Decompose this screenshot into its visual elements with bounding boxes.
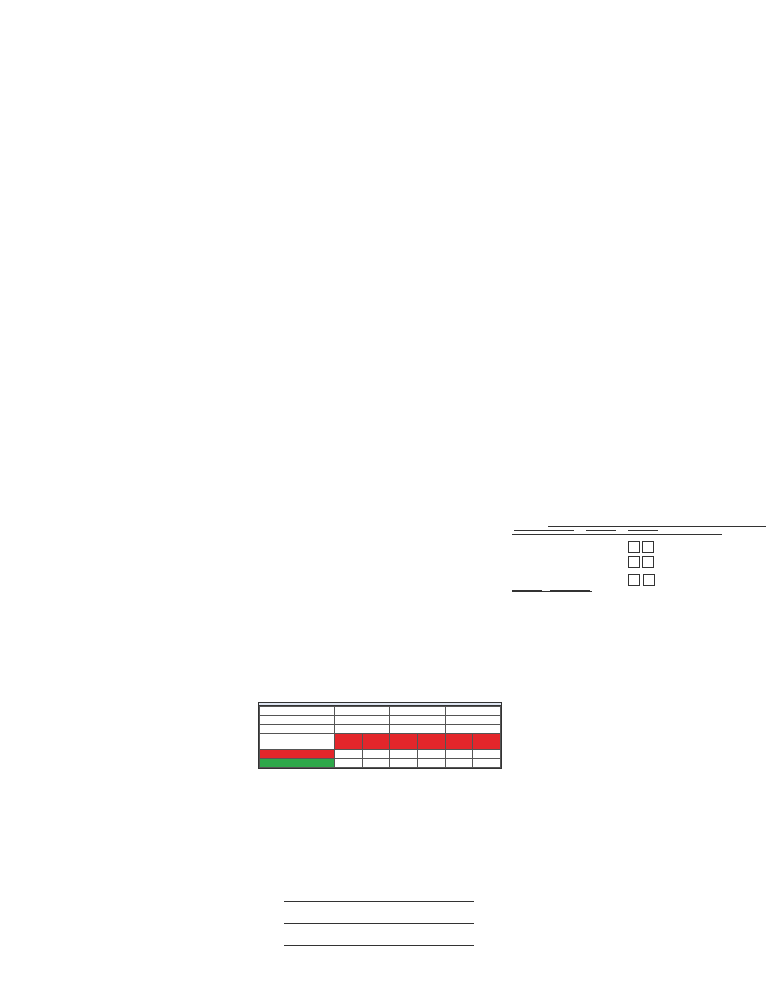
col-mosy: [390, 707, 445, 716]
col-bosy: [335, 707, 390, 716]
standard-scores-label: [260, 759, 335, 768]
domains-header: [260, 734, 335, 750]
sum-scaled-label: [260, 750, 335, 759]
col-eosy: [445, 707, 500, 716]
interpretation-section: [258, 868, 502, 964]
left-checkbox[interactable]: [642, 541, 654, 553]
pupil-age-label: [260, 725, 335, 734]
yes-checkbox[interactable]: [628, 574, 640, 586]
not-yet-checkbox[interactable]: [642, 556, 654, 568]
child-record-form: [508, 520, 766, 602]
ecd-summary-table: [259, 706, 501, 768]
date-tested-label: [260, 716, 335, 725]
right-checkbox[interactable]: [628, 541, 640, 553]
ecd-summary-report: [258, 702, 502, 769]
no-checkbox[interactable]: [643, 574, 655, 586]
both-checkbox[interactable]: [628, 556, 640, 568]
